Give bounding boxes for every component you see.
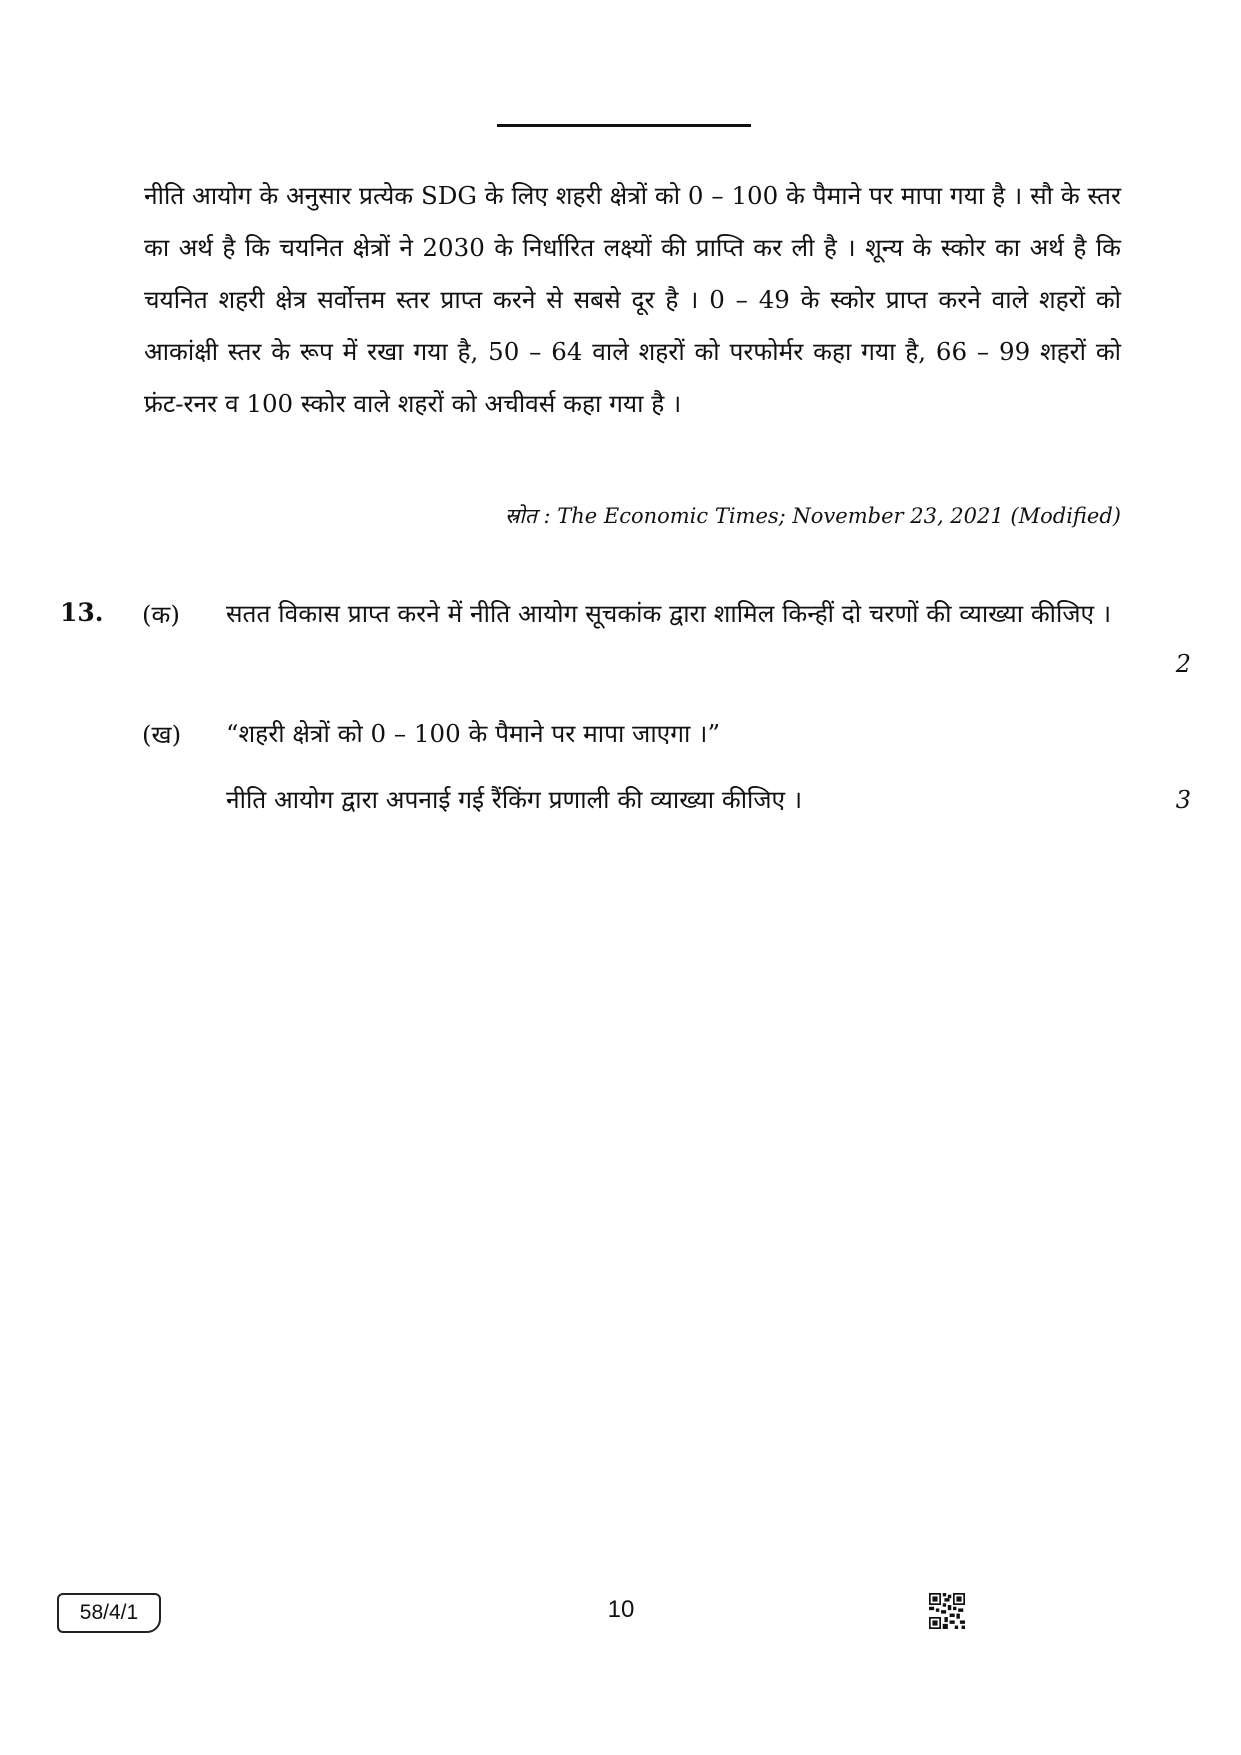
part-a-text: सतत विकास प्राप्त करने में नीति आयोग सूचकांक द्वारा शामिल किन्हीं दो चरणों की व्याख्या कीजिए । bbox=[226, 599, 1112, 628]
part-a-marks: 2 bbox=[1175, 650, 1191, 678]
top-divider bbox=[497, 124, 751, 127]
question-number: 13. bbox=[60, 598, 104, 627]
part-b-quote: “शहरी क्षेत्रों को 0 – 100 के पैमाने पर मापा जाएगा ।” bbox=[226, 719, 720, 748]
part-b-label: (ख) bbox=[142, 720, 182, 749]
part-b-text: नीति आयोग द्वारा अपनाई गई रैंकिंग प्रणाली की व्याख्या कीजिए । bbox=[226, 785, 803, 814]
page-number: 10 bbox=[607, 1596, 635, 1623]
part-a-label: (क) bbox=[142, 600, 180, 629]
part-b-marks: 3 bbox=[1175, 786, 1191, 814]
passage bbox=[144, 170, 1121, 430]
paper-code-tag bbox=[57, 1593, 161, 1633]
qr-code-icon bbox=[929, 1593, 965, 1629]
passage-source: स्रोत : The Economic Times; November 23, 2021 (Modified) bbox=[504, 504, 1121, 528]
paper-code: 58/4/1 bbox=[79, 1601, 139, 1624]
passage-text: नीति आयोग के अनुसार प्रत्येक SDG के लिए शहरी क्षेत्रों को 0 – 100 के पैमाने पर मापा गया है । सौ के स्तर का अर्थ है कि चयनित क्षेत्रों ने 2030 के निर्धारित लक्ष्यों की प्राप्ति कर ली है । शून्य के स्कोर का अर्थ है कि चयनित शहरी क्षेत्र सर्वोत्तम स्तर प्राप्त करने से सबसे दूर है । 0 – 49 के स्कोर प्राप्त करने वाले शहरों को आकांक्षी स्तर के रूप में रखा गया है, 50 – 64 वाले शहरों को परफोर्मर कहा गया है, 66 – 99 शहरों को फ्रंट-रनर व 100 स्कोर वाले शहरों को अचीवर्स कहा गया है । bbox=[144, 181, 1121, 418]
